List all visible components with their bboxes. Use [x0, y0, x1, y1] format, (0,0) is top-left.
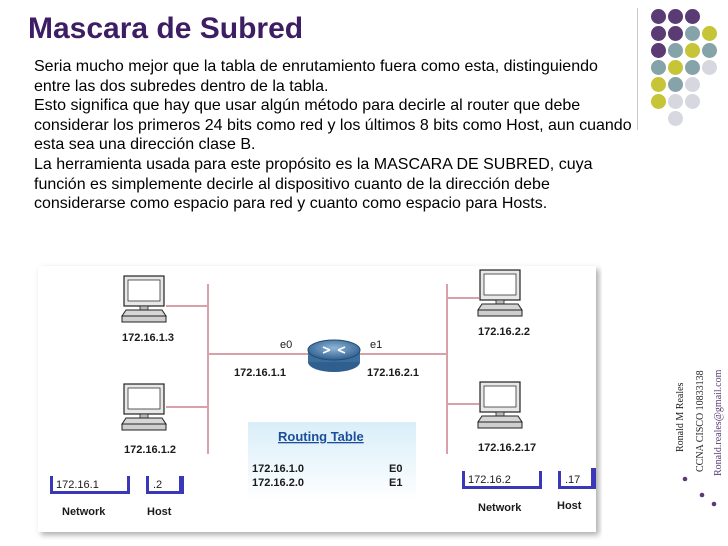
- computer-icon: [122, 384, 166, 430]
- dot: [651, 26, 666, 41]
- network-label: Network: [62, 506, 106, 518]
- dot: [668, 77, 683, 92]
- host-address-1: 172.16.1.3: [122, 332, 174, 344]
- network-bar: [462, 486, 542, 489]
- dot: [685, 43, 700, 58]
- dot: [702, 60, 717, 75]
- host-bar: [558, 486, 596, 489]
- dot: [651, 77, 666, 92]
- dot: [668, 60, 683, 75]
- dot: [685, 94, 700, 109]
- slide-title: Mascara de Subred: [28, 12, 304, 45]
- network-part: 172.16.2: [468, 474, 511, 486]
- bullet: [683, 477, 688, 482]
- router-address-e0: 172.16.1.1: [234, 367, 286, 379]
- network-bar: [50, 491, 130, 494]
- network-bar: [127, 476, 130, 492]
- dot: [685, 9, 700, 24]
- host-part: .17: [565, 474, 581, 486]
- router-icon: [308, 340, 360, 372]
- interface-label-e0: e0: [280, 339, 293, 351]
- host-bar: [179, 476, 184, 492]
- host-address-4: 172.16.2.17: [478, 442, 537, 454]
- author-cert: CCNA CISCO 10833138: [695, 370, 706, 472]
- body-text: [34, 57, 634, 214]
- paragraph: Seria mucho mejor que la tabla de enrutamiento fuera como esta, distinguiendo entre las dos subredes dentro de la tabla.: [34, 58, 598, 95]
- network-part: 172.16.1: [56, 479, 99, 491]
- dot: [685, 77, 700, 92]
- host-label: Host: [147, 506, 172, 518]
- routing-table-title: Routing Table: [278, 429, 364, 444]
- bullet: [700, 493, 705, 498]
- host-bar: [558, 471, 561, 487]
- interface-label-e1: e1: [370, 339, 383, 351]
- host-label: Host: [557, 500, 582, 512]
- route-network: 172.16.1.0: [252, 463, 304, 475]
- route-network: 172.16.2.0: [252, 477, 304, 489]
- host-address-3: 172.16.2.2: [478, 326, 530, 338]
- author-email: Ronald.reales@gmail.com: [713, 369, 724, 476]
- network-bar: [462, 471, 465, 487]
- dot: [685, 26, 700, 41]
- routing-table: [248, 422, 416, 502]
- dot: [668, 111, 683, 126]
- dot: [668, 26, 683, 41]
- route-interface: E1: [389, 477, 403, 489]
- host-bar: [146, 491, 184, 494]
- host-part: .2: [153, 479, 163, 491]
- computer-icon: [478, 270, 522, 316]
- dot: [702, 26, 717, 41]
- host-bar: [591, 468, 596, 489]
- author-name: Ronald M Reales: [675, 382, 686, 452]
- dot: [685, 60, 700, 75]
- dot: [651, 60, 666, 75]
- network-bar: [50, 476, 53, 492]
- route-interface: E0: [389, 463, 403, 475]
- dot: [651, 9, 666, 24]
- dot: [651, 94, 666, 109]
- dot: [651, 43, 666, 58]
- network-diagram: [34, 262, 602, 540]
- side-bullets: [680, 470, 720, 530]
- computer-icon: [122, 276, 166, 322]
- computer-icon: [478, 382, 522, 428]
- divider-line: [637, 8, 638, 130]
- dot: [702, 43, 717, 58]
- bullet: [712, 502, 717, 507]
- paragraph: La herramienta usada para este propósito es la MASCARA DE SUBRED, cuya función es simplemente decirle al dispositivo cuanto de la dirección debe considerarse como espacio para red y cuanto como espacio para Hosts.: [34, 155, 593, 213]
- host-address-2: 172.16.1.2: [124, 444, 176, 456]
- dot: [668, 94, 683, 109]
- paragraph: Esto significa que hay que usar algún método para decirle al router que debe considerar los primeros 24 bits como red y los últimos 8 bits como Host, aun cuando esta sea una dirección clase B.: [34, 97, 632, 154]
- dot: [668, 9, 683, 24]
- host-bar: [146, 476, 149, 492]
- dot: [668, 43, 683, 58]
- router-address-e1: 172.16.2.1: [367, 367, 419, 379]
- network-bar: [539, 471, 542, 487]
- network-label: Network: [478, 502, 522, 514]
